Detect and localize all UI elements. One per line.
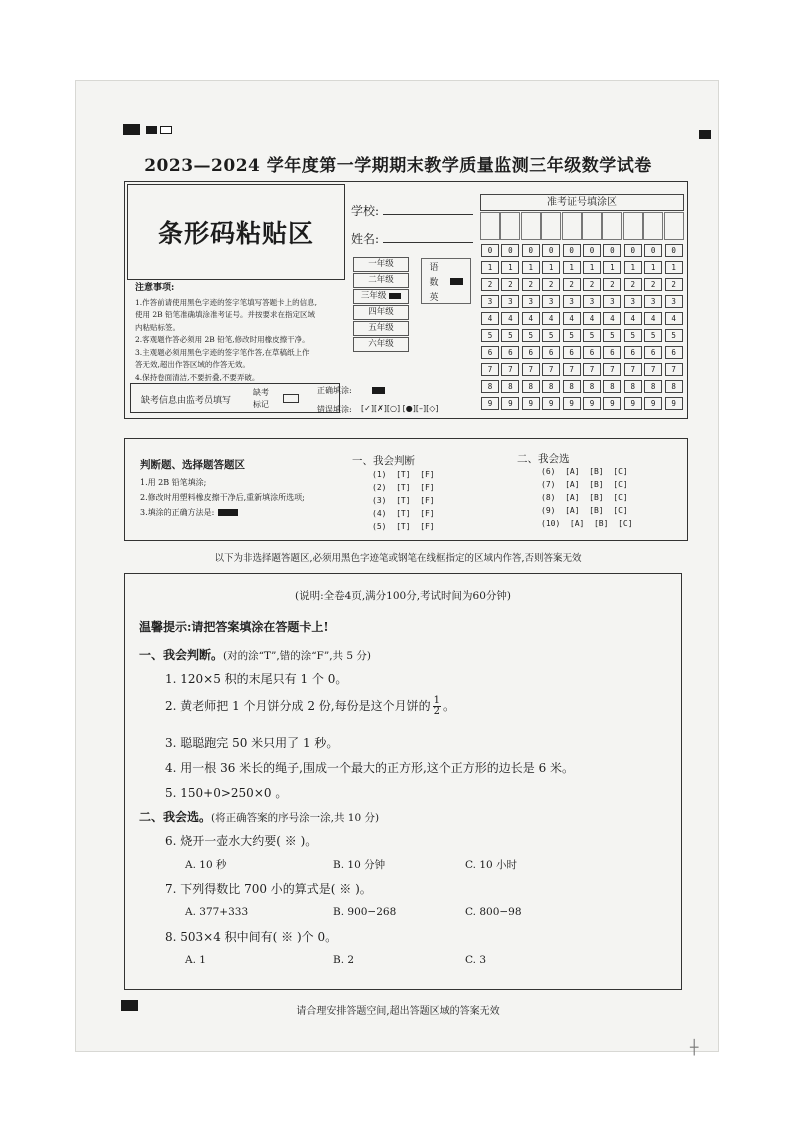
section2-title: 二、我会选 [517,453,570,465]
zkz-digit-bubble[interactable]: 8 [644,380,662,393]
zkz-digit-bubble[interactable]: 3 [522,295,540,308]
notes-title: 注意事项: [135,283,175,293]
zkz-digit-bubble[interactable]: 9 [603,397,621,410]
zkz-digit-bubble[interactable]: 3 [501,295,519,308]
zkz-digit-bubble[interactable]: 0 [542,244,560,257]
question-6: 6. 烧开一壶水大约要( ※ )。 [165,834,318,848]
absent-mark-label: 缺考 [253,388,269,397]
answer-option-row[interactable]: (8) [A] [B] [C] [541,493,628,502]
zkz-digit-bubble[interactable]: 5 [563,329,581,342]
zkz-digit-bubble[interactable]: 6 [624,346,642,359]
zkz-digit-bubble[interactable]: 4 [665,312,683,325]
subject-label: 数 [429,278,439,288]
wrong-fill-label: 错误填涂: [317,405,352,414]
zkz-digit-bubble[interactable]: 2 [665,278,683,291]
zkz-digit-bubble[interactable]: 0 [603,244,621,257]
part2-heading: 二、我会选。(将正确答案的序号涂一涂,共 10 分) [139,810,380,824]
question-area [124,573,682,990]
zkz-column [623,212,643,240]
zkz-digit-bubble[interactable]: 5 [583,329,601,342]
zkz-digit-bubble[interactable]: 6 [603,346,621,359]
zkz-digit-bubble[interactable]: 3 [665,295,683,308]
note-line: 1.作答前请使用黑色字迹的签字笔填写答题卡上的信息, [135,297,318,307]
note-line: 内粘贴标签。 [135,322,180,332]
zkz-digit-bubble[interactable]: 1 [583,261,601,274]
q8-option-c: C. 3 [465,954,487,966]
registration-mark [160,126,172,134]
fraction: $\frac{1}{2}$ [433,695,440,717]
absent-mark-label: 标记 [253,400,269,409]
wrong-fill-examples: [✓][✗][○] [●][–][◇] [361,404,439,413]
note-line: 使用 2B 铅笔准确填涂准考证号。并按要求在指定区域 [135,310,316,319]
zkz-digit-bubble[interactable]: 9 [481,397,499,410]
zkz-digit-bubble[interactable]: 0 [501,244,519,257]
subject-filled-mark [450,278,463,285]
zkz-digit-bubble[interactable]: 6 [542,346,560,359]
q7-option-a: A. 377+333 [185,906,249,918]
zkz-digit-bubble[interactable]: 0 [624,244,642,257]
zkz-digit-bubble[interactable]: 6 [481,346,499,359]
zkz-digit-bubble[interactable]: 6 [665,346,683,359]
zkz-digit-bubble[interactable]: 2 [624,278,642,291]
zkz-digit-bubble[interactable]: 7 [542,363,560,376]
question-3: 3. 聪聪跑完 50 米只用了 1 秒。 [165,736,339,750]
exam-title: 2023—2024 学年度第一学期期末教学质量监测三年级数学试卷 [144,156,652,176]
zkz-column [664,212,684,240]
zkz-column [562,212,582,240]
grade-option[interactable]: 一年级 [353,257,409,272]
zkz-digit-bubble[interactable]: 5 [481,329,499,342]
crop-mark: ┼ [690,1040,699,1056]
zkz-digit-bubble[interactable]: 1 [481,261,499,274]
zkz-digit-bubble[interactable]: 2 [542,278,560,291]
zkz-digit-bubble[interactable]: 1 [624,261,642,274]
part1-heading: 一、我会判断。(对的涂“T”,错的涂“F”,共 5 分) [139,648,371,662]
zkz-digit-bubble[interactable]: 3 [603,295,621,308]
zkz-digit-bubble[interactable]: 6 [644,346,662,359]
zkz-digit-bubble[interactable]: 4 [583,312,601,325]
zkz-digit-bubble[interactable]: 8 [542,380,560,393]
exam-tip: 温馨提示:请把答案填涂在答题卡上! [139,620,329,634]
subject-label: 语 [429,263,439,273]
zkz-digit-bubble[interactable]: 8 [481,380,499,393]
zkz-digit-bubble[interactable]: 0 [665,244,683,257]
zkz-digit-bubble[interactable]: 4 [501,312,519,325]
zkz-column [500,212,520,240]
zkz-digit-bubble[interactable]: 6 [501,346,519,359]
zkz-column [521,212,541,240]
grade-option[interactable]: 五年级 [353,321,409,336]
note-line: 答无效,超出作答区域的作答无效。 [135,360,250,369]
zkz-digit-bubble[interactable]: 2 [603,278,621,291]
zkz-column [541,212,561,240]
fill-method-example [218,509,238,516]
zkz-digit-bubble[interactable]: 5 [624,329,642,342]
zkz-digit-bubble[interactable]: 5 [665,329,683,342]
notes-block [135,282,345,384]
zkz-digit-bubble[interactable]: 1 [603,261,621,274]
question-7: 7. 下列得数比 700 小的算式是( ※ )。 [165,882,372,896]
correct-fill-example [372,387,385,394]
zkz-digit-bubble[interactable]: 5 [501,329,519,342]
zkz-digit-bubble[interactable]: 6 [583,346,601,359]
zkz-digit-bubble[interactable]: 9 [501,397,519,410]
answer-card-box [124,438,688,541]
zkz-digit-bubble[interactable]: 7 [603,363,621,376]
answer-rule: 3.填涂的正确方法是: [140,508,215,517]
zkz-digit-bubble[interactable]: 2 [563,278,581,291]
zkz-digit-bubble[interactable]: 1 [522,261,540,274]
zkz-column [480,212,500,240]
zkz-title: 准考证号填涂区 [480,194,684,211]
zkz-digit-bubble[interactable]: 8 [665,380,683,393]
zkz-digit-bubble[interactable]: 4 [481,312,499,325]
registration-mark [146,126,157,134]
q6-option-c: C. 10 小时 [465,859,518,871]
zkz-digit-bubble[interactable]: 7 [644,363,662,376]
q6-option-b: B. 10 分钟 [333,859,386,871]
name-field[interactable] [383,242,473,243]
zkz-digit-bubble[interactable]: 9 [624,397,642,410]
nonchoice-instruction: 以下为非选择题答题区,必须用黑色字迹笔或钢笔在线框指定的区域内作答,否则答案无效 [214,553,582,564]
zkz-column [602,212,622,240]
zkz-digit-bubble[interactable]: 4 [542,312,560,325]
zkz-digit-bubble[interactable]: 8 [603,380,621,393]
zkz-digit-bubble[interactable]: 8 [522,380,540,393]
zkz-digit-bubble[interactable]: 7 [522,363,540,376]
question-4: 4. 用一根 36 米长的绳子,围成一个最大的正方形,这个正方形的边长是 6 米。 [165,761,575,775]
note-line: 4.保持卷面清洁,不要折叠,不要弄破。 [135,372,260,382]
answer-option-row[interactable]: (6) [A] [B] [C] [541,467,628,476]
zkz-digit-bubble[interactable]: 4 [522,312,540,325]
answer-rule: 1.用 2B 铅笔填涂; [140,478,207,487]
note-line: 2.客观题作答必须用 2B 铅笔,修改时用橡皮擦干净。 [135,335,310,344]
zkz-digit-bubble[interactable]: 6 [563,346,581,359]
q7-option-c: C. 800−98 [465,906,522,918]
zkz-digit-bubble[interactable]: 9 [644,397,662,410]
footer-note: 请合理安排答题空间,超出答题区域的答案无效 [296,1006,500,1017]
zkz-digit-bubble[interactable]: 7 [665,363,683,376]
zkz-digit-bubble[interactable]: 8 [501,380,519,393]
zkz-column [643,212,663,240]
zkz-digit-bubble[interactable]: 0 [481,244,499,257]
grade-option[interactable]: 三年级 [353,289,409,304]
zkz-digit-bubble[interactable]: 2 [481,278,499,291]
zkz-digit-bubble[interactable]: 7 [583,363,601,376]
zkz-digit-bubble[interactable]: 2 [644,278,662,291]
grade-option[interactable]: 二年级 [353,273,409,288]
zkz-digit-bubble[interactable]: 5 [603,329,621,342]
note-line: 3.主观题必须用黑色字迹的签字笔作答,在草稿纸上作 [135,347,310,357]
answer-option-row[interactable]: (3) [T] [F] [372,496,435,505]
q6-option-a: A. 10 秒 [185,859,227,871]
exam-explanation: (说明:全卷4页,满分100分,考试时间为60分钟) [295,590,511,602]
answer-option-row[interactable]: (7) [A] [B] [C] [541,480,628,489]
q7-option-b: B. 900−268 [333,906,397,918]
registration-mark [699,130,711,139]
zkz-digit-bubble[interactable]: 1 [665,261,683,274]
question-8: 8. 503×4 积中间有( ※ )个 0。 [165,930,338,944]
zkz-digit-bubble[interactable]: 0 [583,244,601,257]
answer-option-row[interactable]: (10) [A] [B] [C] [541,519,633,528]
correct-fill-label: 正确填涂: [317,386,352,395]
answer-option-row[interactable]: (4) [T] [F] [372,509,435,518]
registration-mark [123,124,140,135]
zkz-digit-bubble[interactable]: 2 [583,278,601,291]
answer-option-row[interactable]: (1) [T] [F] [372,470,435,479]
zkz-digit-bubble[interactable]: 1 [644,261,662,274]
zkz-column [582,212,602,240]
zkz-digit-bubble[interactable]: 2 [501,278,519,291]
zkz-digit-bubble[interactable]: 5 [542,329,560,342]
barcode-label: 条形码粘贴区 [157,219,314,248]
absent-box [130,383,340,413]
header-info-box [124,181,688,419]
zkz-digit-bubble[interactable]: 9 [542,397,560,410]
absent-label: 缺考信息由监考员填写 [141,396,232,406]
answer-option-row[interactable]: (2) [T] [F] [372,483,435,492]
zkz-digit-bubble[interactable]: 5 [644,329,662,342]
school-field[interactable] [383,214,473,215]
zkz-digit-bubble[interactable]: 2 [522,278,540,291]
answer-option-row[interactable]: (9) [A] [B] [C] [541,506,628,515]
zkz-digit-bubble[interactable]: 0 [644,244,662,257]
zkz-digit-bubble[interactable]: 7 [481,363,499,376]
zkz-digit-bubble[interactable]: 3 [624,295,642,308]
barcode-area [127,184,345,280]
q8-option-b: B. 2 [333,954,355,966]
school-label: 学校: [351,204,380,218]
zkz-digit-bubble[interactable]: 9 [665,397,683,410]
exam-sheet [75,80,719,1052]
zkz-digit-bubble[interactable]: 3 [563,295,581,308]
zkz-digit-bubble[interactable]: 8 [583,380,601,393]
absent-checkbox[interactable] [283,394,299,403]
answer-option-row[interactable]: (5) [T] [F] [372,522,435,531]
zkz-digit-bubble[interactable]: 8 [624,380,642,393]
zkz-digit-bubble[interactable]: 0 [522,244,540,257]
zkz-digit-bubble[interactable]: 1 [501,261,519,274]
zkz-digit-bubble[interactable]: 3 [542,295,560,308]
zkz-digit-bubble[interactable]: 7 [563,363,581,376]
question-2: 2. 黄老师把 1 个月饼分成 2 份,每份是这个月饼的 $\frac{1}{2}$ 。 [165,695,455,717]
zkz-digit-bubble[interactable]: 3 [481,295,499,308]
zkz-digit-bubble[interactable]: 9 [563,397,581,410]
zkz-digit-bubble[interactable]: 1 [563,261,581,274]
zkz-digit-bubble[interactable]: 3 [583,295,601,308]
name-label: 姓名: [351,232,380,246]
zkz-digit-bubble[interactable]: 4 [563,312,581,325]
zkz-digit-bubble[interactable]: 4 [603,312,621,325]
zkz-digit-bubble[interactable]: 7 [624,363,642,376]
zkz-digit-bubble[interactable]: 4 [624,312,642,325]
grade-option[interactable]: 六年级 [353,337,409,352]
answer-rule: 2.修改时用塑料橡皮擦干净后,重新填涂所选项; [140,493,305,502]
q8-option-a: A. 1 [185,954,206,966]
question-1: 1. 120×5 积的末尾只有 1 个 0。 [165,672,348,686]
grade-option[interactable]: 四年级 [353,305,409,320]
subject-label: 英 [429,293,439,303]
zkz-digit-bubble[interactable]: 5 [522,329,540,342]
zkz-digit-bubble[interactable]: 7 [501,363,519,376]
question-5: 5. 150+0>250×0 。 [165,786,288,800]
answer-area-title: 判断题、选择题答题区 [140,459,245,471]
zkz-digit-bubble[interactable]: 3 [644,295,662,308]
section1-title: 一、我会判断 [352,455,415,467]
zkz-digit-bubble[interactable]: 0 [563,244,581,257]
zkz-digit-bubble[interactable]: 4 [644,312,662,325]
zkz-digit-bubble[interactable]: 1 [542,261,560,274]
zkz-digit-bubble[interactable]: 9 [583,397,601,410]
zkz-digit-bubble[interactable]: 6 [522,346,540,359]
zkz-digit-bubble[interactable]: 8 [563,380,581,393]
zkz-grid [480,212,685,412]
zkz-digit-bubble[interactable]: 9 [522,397,540,410]
